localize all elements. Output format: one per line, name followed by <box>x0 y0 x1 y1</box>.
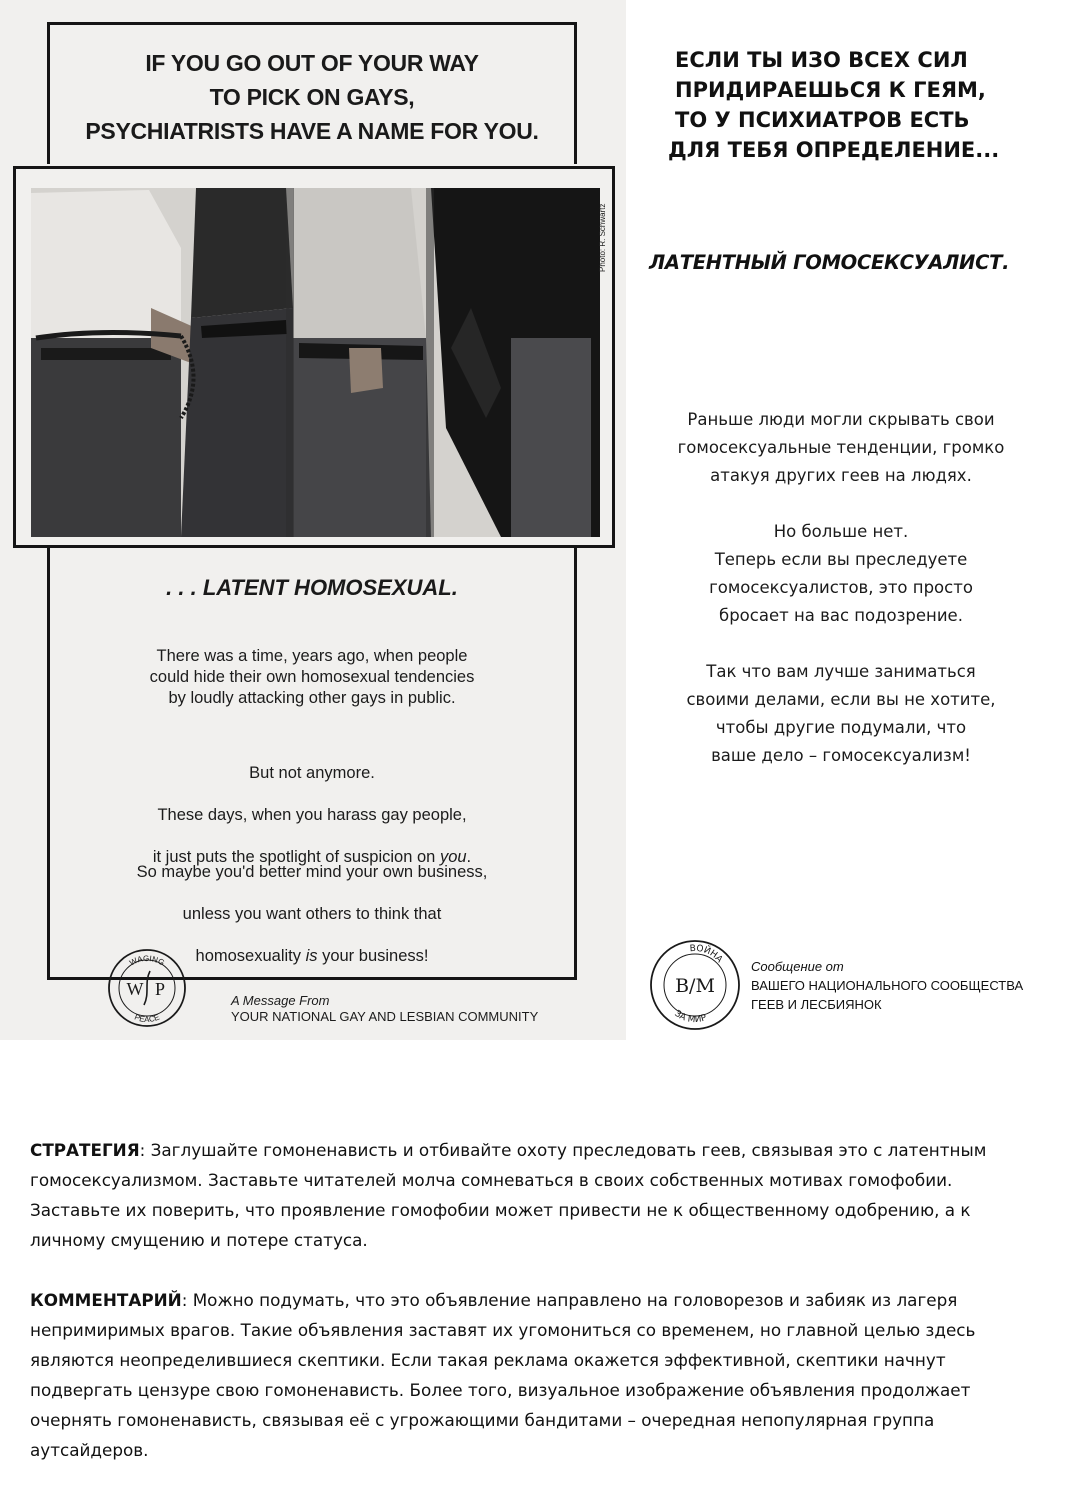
ad-emphasis: you <box>439 848 467 866</box>
ad-message-org: YOUR NATIONAL GAY AND LESBIAN COMMUNITY <box>231 1009 539 1024</box>
logo-letter-w: W <box>126 979 144 999</box>
logo-text-bottom: PEACE <box>133 1012 161 1025</box>
translation-headline-line: ТО У ПСИХИАТРОВ ЕСТЬ <box>675 108 970 132</box>
logo-text-top: WAGING <box>128 953 167 968</box>
ad-paragraph-1: There was a time, years ago, when people could hide their own homosexual tendencies by loudly attacking other gays in public. <box>149 647 475 707</box>
translation-message <box>751 957 1023 1014</box>
logo-text-bottom: ЗА МИР <box>672 1008 708 1026</box>
ad-message <box>231 993 538 1025</box>
ad-message-from: A Message From <box>231 993 330 1008</box>
translation-headline <box>660 45 1060 165</box>
translation-headline-line: ДЛЯ ТЕБЯ ОПРЕДЕЛЕНИЕ... <box>668 138 1000 162</box>
ad-paragraph-3-line-1: So maybe you'd better mind your own business, <box>136 863 488 881</box>
logo-text-top: ВОЙНА <box>689 943 725 965</box>
ad-headline: IF YOU GO OUT OF YOUR WAY TO PICK ON GAYS, PSYCHIATRISTS HAVE A NAME FOR YOU. <box>85 50 539 144</box>
ad-text-span: . <box>466 848 472 866</box>
ad-paragraph-3-line-2: unless you want others to think that <box>182 905 442 923</box>
comment-label: КОММЕНТАРИЙ <box>30 1290 182 1310</box>
four-men-photo <box>31 188 600 537</box>
logo-letter-p: P <box>154 979 166 999</box>
translation-paragraph-1: Раньше люди могли скрывать свои гомосексуальные тенденции, громко атакуя других геев на людях. <box>677 410 1005 485</box>
comment-section <box>30 1285 1038 1465</box>
ad-emphasis: is <box>305 947 318 965</box>
strategy-text: : Заглушайте гомоненависть и отбивайте охоту преследовать геев, связывая это с латентным гомосексуализмом. Заставьте читателей молча сомневаться в своих собственных мотивах гомофобии. Заставьте их поверить, что проявление гомофобии может привести не к общественному одобрению, а к личному смущению и потере статуса. <box>30 1140 987 1250</box>
waging-peace-logo <box>106 947 188 1029</box>
translation-latent: ЛАТЕНТНЫЙ ГОМОСЕКСУАЛИСТ. <box>649 251 1010 274</box>
translation-message-from: Сообщение от <box>751 959 844 974</box>
translation-headline-line: ПРИДИРАЕШЬСЯ К ГЕЯМ, <box>675 78 986 102</box>
translation-paragraph-3: Так что вам лучше заниматься своими делами, если вы не хотите, чтобы другие подумали, что ваше дело – гомосексуализм! <box>686 662 996 765</box>
ad-paragraph-2-line-1: But not anymore. <box>249 764 375 782</box>
strategy-section <box>30 1135 1038 1255</box>
ad-photo <box>31 188 600 537</box>
translation-message-org: ВАШЕГО НАЦИОНАЛЬНОГО СООБЩЕСТВА ГЕЕВ И ЛЕСБИЯНОК <box>751 978 1024 1012</box>
ad-subhead: . . . LATENT HOMOSEXUAL. <box>166 575 458 600</box>
voina-za-mir-logo <box>647 937 743 1033</box>
ad-paragraph-2-line-2: These days, when you harass gay people, <box>157 806 467 824</box>
ad-text-span: your business! <box>317 947 429 965</box>
ad-text-span: homosexuality <box>195 947 306 965</box>
comment-text: : Можно подумать, что это объявление направлено на головорезов и забияк из лагеря непримиримых врагов. Такие объявления заставят их угомониться со временем, но главной целью здесь являются неопределившиеся скептики. Если такая реклама окажется эффективной, скептики начнут подвергать цензуре свою гомоненависть. Более того, визуальное изображение объявления продолжает очернять гомоненависть, связывая её с угрожающими бандитами – очередная непопулярная группа аутсайдеров. <box>30 1290 976 1460</box>
strategy-label: СТРАТЕГИЯ <box>30 1140 140 1160</box>
ad-scan <box>0 0 626 1040</box>
logo-letters: В/М <box>675 975 715 997</box>
translation-headline-line: ЕСЛИ ТЫ ИЗО ВСЕХ СИЛ <box>675 48 968 72</box>
photo-credit: Photo: R. Schwartz <box>598 203 607 272</box>
translation-paragraph-2: Но больше нет. Теперь если вы преследуете гомосексуалистов, это просто бросает на вас подозрение. <box>709 522 973 625</box>
ad-text-span: it just puts the spotlight of suspicion on <box>152 848 440 866</box>
